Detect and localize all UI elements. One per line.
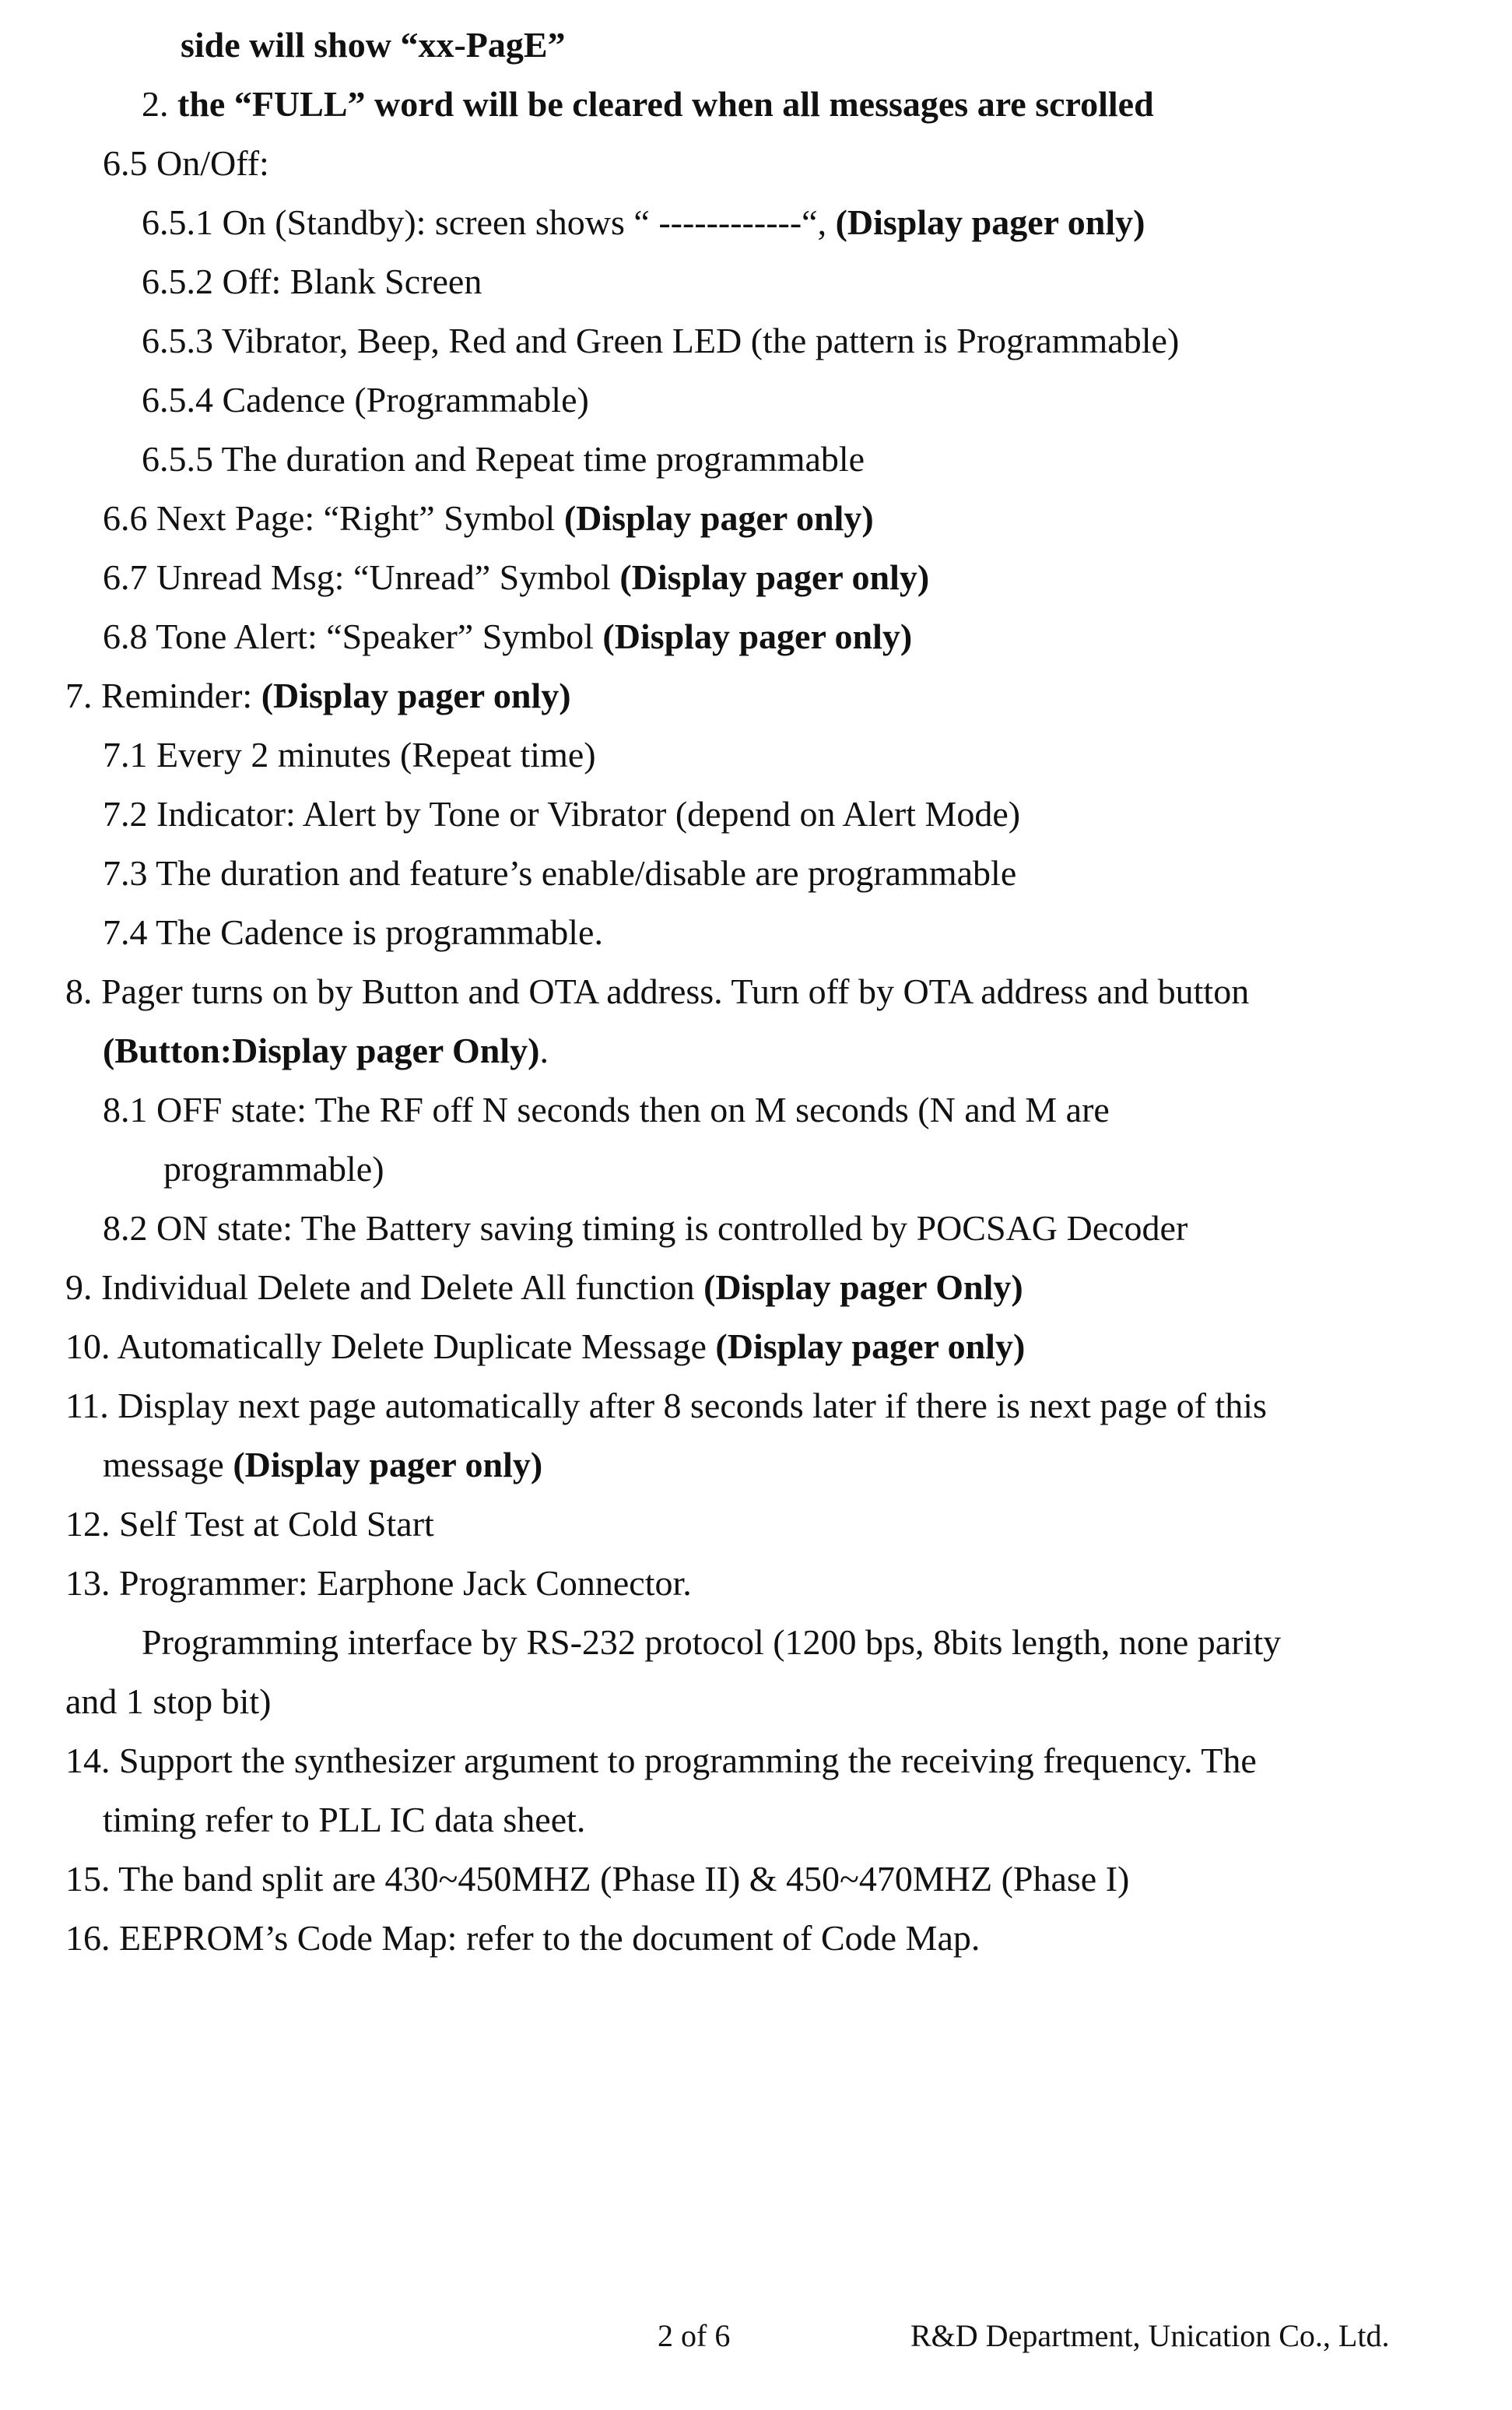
section-heading: 15. The band split are 430~450MHZ (Phase II) & 450~470MHZ (Phase I) [65, 1859, 1130, 1899]
text-line: 6.8 Tone Alert: “Speaker” Symbol (Display pager only) [103, 617, 913, 656]
text-line: 6.5.5 The duration and Repeat time programmable [142, 439, 865, 479]
section-heading: 14. Support the synthesizer argument to programming the receiving frequency. The [65, 1741, 1257, 1780]
page-number: 2 of 6 [658, 2318, 731, 2353]
text-line: timing refer to PLL IC data sheet. [103, 1800, 586, 1839]
text-line: message (Display pager only) [103, 1445, 543, 1484]
text-line: 6.5.1 On (Standby): screen shows “ ------------“, (Display pager only) [142, 202, 1145, 242]
text-line: programmable) [163, 1149, 384, 1189]
text-line: 6.5.3 Vibrator, Beep, Red and Green LED (the pattern is Programmable) [142, 321, 1180, 360]
text-line: 6.7 Unread Msg: “Unread” Symbol (Display pager only) [103, 557, 930, 597]
text-line: 6.6 Next Page: “Right” Symbol (Display pager only) [103, 498, 874, 538]
section-heading: 7. Reminder: (Display pager only) [65, 676, 571, 715]
section-heading: 6.5 On/Off: [103, 143, 269, 183]
text-line: 8.1 OFF state: The RF off N seconds then on M seconds (N and M are [103, 1090, 1110, 1129]
text-line: and 1 stop bit) [65, 1681, 272, 1721]
text-line: 2. the “FULL” word will be cleared when all messages are scrolled [142, 84, 1154, 124]
section-heading: 8. Pager turns on by Button and OTA address. Turn off by OTA address and button [65, 971, 1250, 1011]
text-line: (Button:Display pager Only). [103, 1031, 549, 1070]
footer-department: R&D Department, Unication Co., Ltd. [910, 2318, 1390, 2353]
text-line: side will show “xx-PagE” [181, 25, 566, 65]
section-heading: 12. Self Test at Cold Start [65, 1504, 434, 1544]
text-line: 6.5.2 Off: Blank Screen [142, 262, 482, 301]
text-line: 7.4 The Cadence is programmable. [103, 912, 603, 952]
section-heading: 16. EEPROM’s Code Map: refer to the document of Code Map. [65, 1918, 981, 1958]
text-line: 7.2 Indicator: Alert by Tone or Vibrator (depend on Alert Mode) [103, 794, 1021, 834]
text-line: 6.5.4 Cadence (Programmable) [142, 380, 589, 420]
section-heading: 11. Display next page automatically after 8 seconds later if there is next page of this [65, 1386, 1267, 1425]
section-heading: 10. Automatically Delete Duplicate Message (Display pager only) [65, 1326, 1026, 1366]
text-line: 7.1 Every 2 minutes (Repeat time) [103, 735, 596, 775]
section-heading: 13. Programmer: Earphone Jack Connector. [65, 1563, 692, 1603]
text-line: 8.2 ON state: The Battery saving timing is controlled by POCSAG Decoder [103, 1208, 1188, 1248]
section-heading: 9. Individual Delete and Delete All function (Display pager Only) [65, 1267, 1023, 1307]
text-line: 7.3 The duration and feature’s enable/disable are programmable [103, 853, 1017, 893]
text-line: Programming interface by RS-232 protocol (1200 bps, 8bits length, none parity [142, 1622, 1282, 1662]
